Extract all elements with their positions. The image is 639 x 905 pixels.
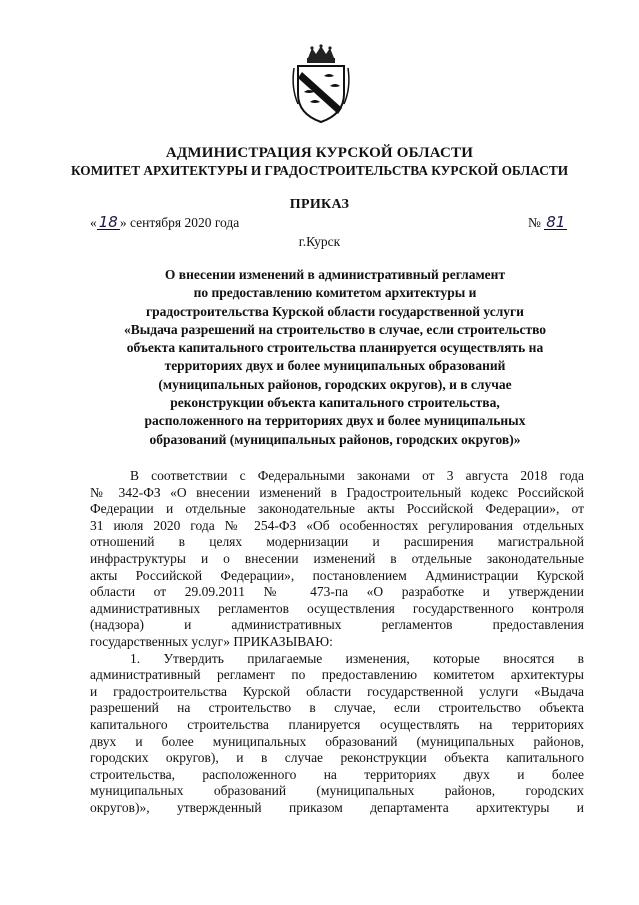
body-line: Федерации и отдельные законодательные акты Российской Федерации», от [90,501,584,517]
body-line: акты Российской Федерации», постановлением Администрации Курской [90,567,584,583]
body-line: отношений в целях модернизации и расширения магистральной [90,534,584,550]
heading-line: (муниципальных районов, городских округов), и в случае [158,376,512,392]
body-line: муниципальных образований (муниципальных районов, городских [90,783,584,799]
body-line: 31 июля 2020 года № 254-ФЗ «Об особенностях регулирования отдельных [90,517,584,533]
date-day-handwritten: 18 [98,213,118,231]
heading-line: «Выдача разрешений на строительство в случае, если строительство [123,321,547,337]
body-line: капитального строительства планируется осуществлять на территориях [90,716,584,732]
body-line: инфраструктуры и о внесении изменений в отдельные законодательные [90,550,584,566]
heading-line: градостроительства Курской области государственной услуги [146,303,524,319]
body-line: государственных услуг» ПРИКАЗЫВАЮ: [90,633,333,649]
org-name-primary: АДМИНИСТРАЦИЯ КУРСКОЙ ОБЛАСТИ [165,145,474,161]
heading-line: О внесении изменений в административный регламент [164,267,506,282]
body-line: № 342-ФЗ «О внесении изменений в Градостроительный кодекс Российской [90,484,584,500]
body-line: разрешений на строительство в случае, если строительство объекта [90,700,584,716]
body-line: области от 29.09.2011 № 473-па «О разработке и утверждении [90,584,584,600]
body-line: строительства, расположенного на территориях двух и более [90,766,584,782]
body-line: и градостроительства Курской области государственной услуги «Выдача [90,683,584,699]
order-date [90,215,239,231]
heading-line: расположенного на территориях двух и более муниципальных [144,413,526,429]
date-quote-open: « [90,215,97,230]
heading-line: объекта капитального строительства планируется осуществлять на [126,340,544,356]
body-line: двух и более муниципальных образований (муниципальных районов, [90,733,584,749]
order-number [528,215,567,231]
org-name-secondary: КОМИТЕТ АРХИТЕКТУРЫ И ГРАДОСТРОИТЕЛЬСТВА КУРСКОЙ ОБЛАСТИ [70,163,569,178]
body-line: (надзора) и административных регламентов предоставления [90,617,584,633]
heading-line: территориях двух и более муниципальных образований [164,358,506,374]
heading-line: реконструкции объекта капитального строительства, [170,395,500,411]
heading-line: образований (муниципальных районов, городских округов)» [149,431,521,447]
body-line: административных регламентов осуществления государственного контроля [90,600,584,616]
number-handwritten: 81 [546,213,566,231]
city: г.Курск [298,234,341,249]
coat-of-arms-icon [290,44,352,124]
body-line: городских округов), и в случае реконструкции объекта капитального [90,750,584,766]
date-month-year: » сентября 2020 года [119,215,240,230]
number-label: № [528,215,541,230]
document-type: ПРИКАЗ [289,197,350,212]
heading-line: по предоставлению комитетом архитектуры и [193,285,477,301]
body-line: округов)», утвержденный приказом департамента архитектуры и [90,799,584,815]
body-line: 1. Утвердить прилагаемые изменения, которые вносятся в [130,650,584,666]
order-body [90,468,584,816]
body-line: административный регламент по предоставлению комитетом архитектуры [90,667,584,683]
body-line: В соответствии с Федеральными законами от 3 августа 2018 года [130,468,584,483]
order-heading [80,266,590,449]
